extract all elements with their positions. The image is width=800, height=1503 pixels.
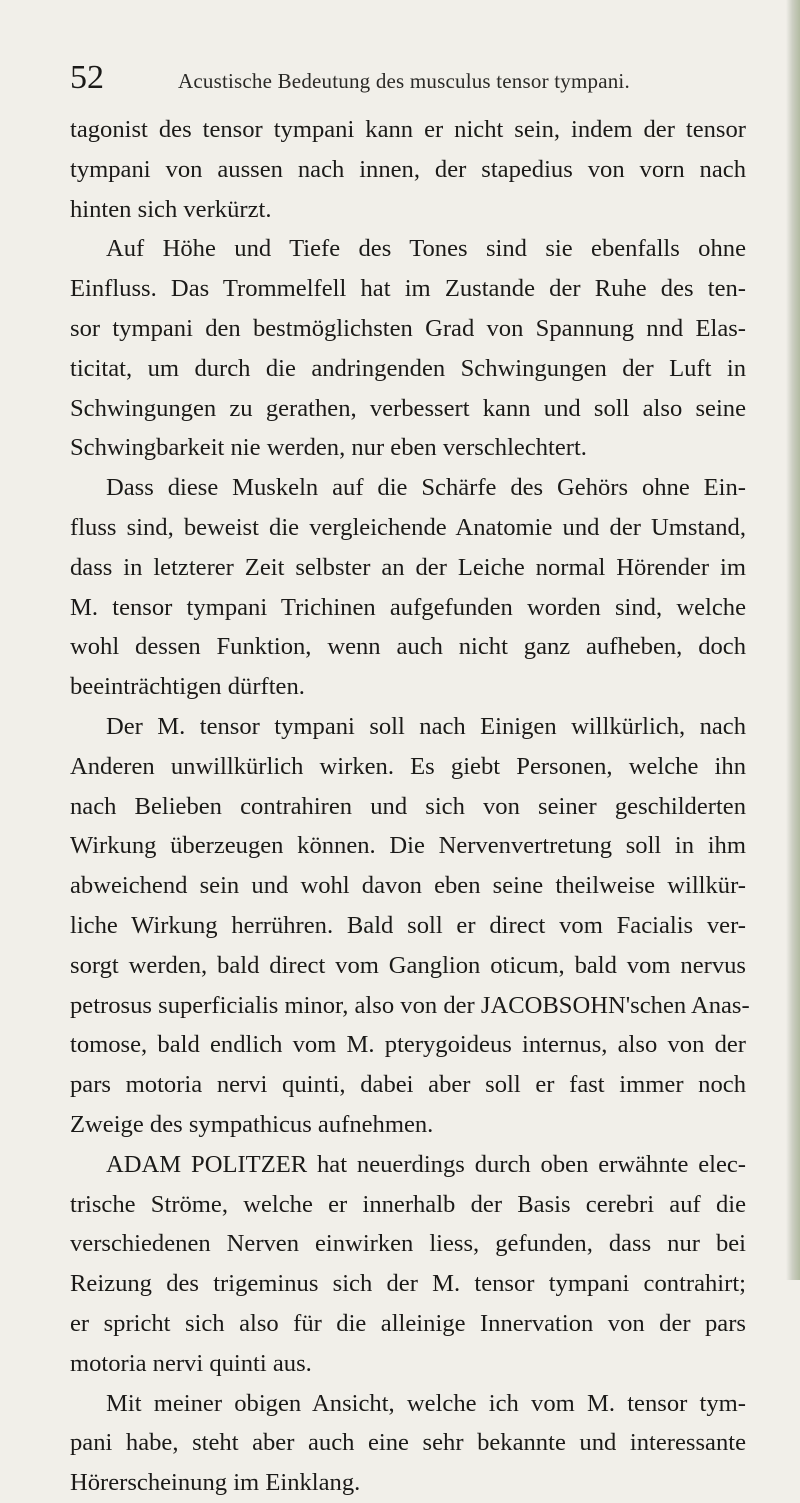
text-line: sor tympani den bestmöglichsten Grad von Spannung nnd Elas- [70,314,746,342]
text-line: Einfluss. Das Trommelfell hat im Zustande der Ruhe des ten- [70,275,746,303]
text-line: Hörerscheinung im Einklang. [70,1469,361,1497]
text-line: tomose, bald endlich vom M. pterygoideus internus, also von der [70,1031,746,1059]
body-text [70,110,750,1503]
text-line: Auf Höhe und Tiefe des Tones sind sie ebenfalls ohne [106,235,746,263]
text-line: Der M. tensor tympani soll nach Einigen willkürlich, nach [106,712,746,740]
text-line: M. tensor tympani Trichinen aufgefunden worden sind, welche [70,593,746,621]
text-line: verschiedenen Nerven einwirken liess, gefunden, dass nur bei [70,1230,746,1258]
text-line: Zweige des sympathicus aufnehmen. [70,1110,434,1138]
text-line: pani habe, steht aber auch eine sehr bekannte und interessante [70,1429,746,1457]
text-line: motoria nervi quinti aus. [70,1349,312,1377]
text-line: Mit meiner obigen Ansicht, welche ich vom M. tensor tym- [106,1389,746,1417]
text-line: wohl dessen Funktion, wenn auch nicht ganz aufheben, doch [70,633,746,661]
text-line: liche Wirkung herrühren. Bald soll er direct vom Facialis ver- [70,911,746,939]
page-edge-shadow [786,0,800,1280]
text-line: Schwingungen zu gerathen, verbessert kann und soll also seine [70,394,746,422]
text-line: Anderen unwillkürlich wirken. Es giebt Personen, welche ihn [70,752,746,780]
text-line: Wirkung überzeugen können. Die Nervenvertretung soll in ihm [70,832,746,860]
text-line: abweichend sein und wohl davon eben seine theilweise willkür- [70,872,746,900]
text-line: hinten sich verkürzt. [70,195,272,223]
text-line: Reizung des trigeminus sich der M. tensor tympani contrahirt; [70,1270,746,1298]
text-line: petrosus superficialis minor, also von der JACOBSOHN'schen Anas- [70,991,750,1019]
text-line: beeinträchtigen dürften. [70,673,305,701]
text-line: Dass diese Muskeln auf die Schärfe des Gehörs ohne Ein- [106,474,746,502]
text-line: tympani von aussen nach innen, der stapedius von vorn nach [70,155,746,183]
text-line: nach Belieben contrahiren und sich von seiner geschilderten [70,792,746,820]
text-line: trische Ströme, welche er innerhalb der Basis cerebri auf die [70,1190,746,1218]
text-line: tagonist des tensor tympani kann er nicht sein, indem der tensor [70,116,746,143]
text-line: sorgt werden, bald direct vom Ganglion oticum, bald vom nervus [70,951,746,979]
text-line: Schwingbarkeit nie werden, nur eben verschlechtert. [70,434,587,462]
text-line: er spricht sich also für die alleinige Innervation von der pars [70,1309,746,1337]
text-line: fluss sind, beweist die vergleichende Anatomie und der Umstand, [70,513,746,541]
running-head: Acustische Bedeutung des musculus tensor tympani. [178,69,630,93]
text-line: dass in letzterer Zeit selbster an der Leiche normal Hörender im [70,553,746,581]
page-number: 52 [70,59,104,96]
text-line: pars motoria nervi quinti, dabei aber soll er fast immer noch [70,1071,746,1099]
text-line: ADAM POLITZER hat neuerdings durch oben erwähnte elec- [106,1150,746,1178]
text-line: ticitat, um durch die andringenden Schwingungen der Luft in [70,354,746,382]
page-header [70,58,730,98]
